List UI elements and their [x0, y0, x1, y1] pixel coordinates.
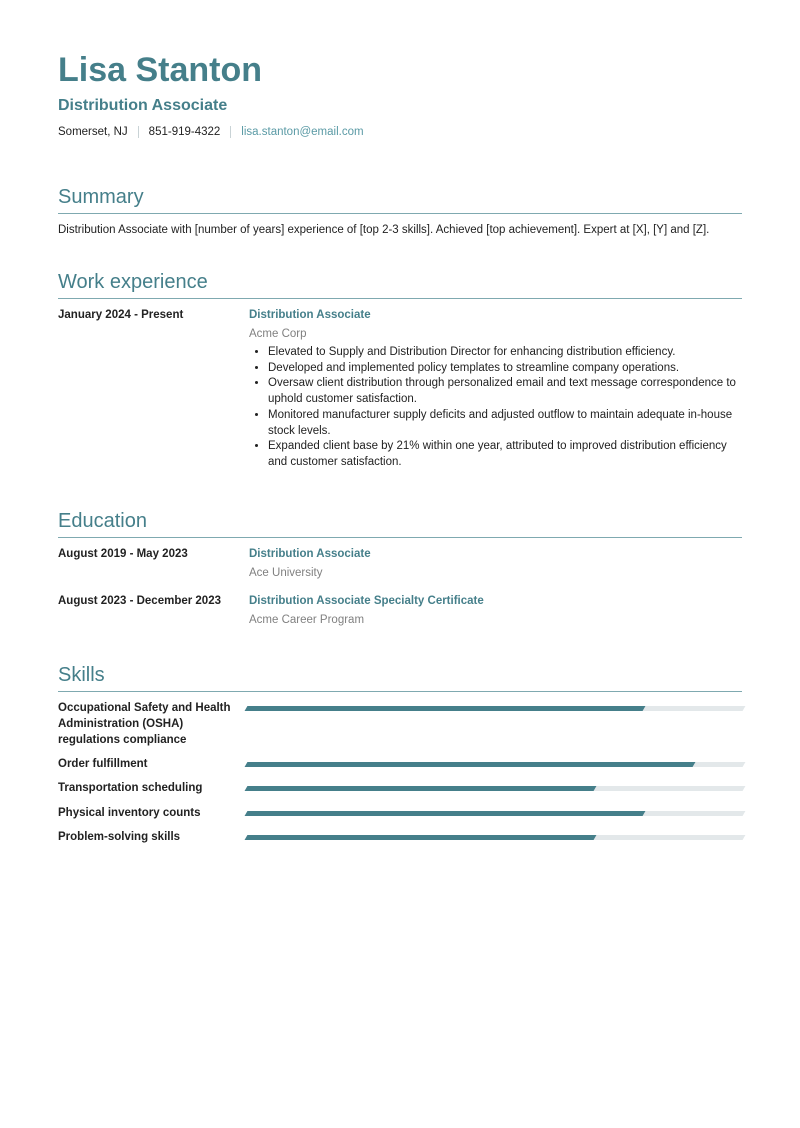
skill-label: Occupational Safety and Health Administration (OSHA) regulations compliance: [58, 702, 231, 746]
skill-level-fill: [245, 835, 596, 840]
bullet-item: • Developed and implemented policy templates to streamline company operations.: [268, 361, 742, 377]
bullet-item: • Elevated to Supply and Distribution Director for enhancing distribution efficiency.: [268, 345, 742, 361]
section-divider: [58, 298, 742, 299]
skill-level-bar: [245, 762, 746, 767]
education-entry-date: August 2023 - December 2023: [58, 595, 221, 607]
contact-line: [58, 124, 364, 140]
skill-level-fill: [245, 706, 646, 711]
section-divider: [58, 213, 742, 214]
skills-section-title: Skills: [58, 664, 105, 686]
skill-label: Order fulfillment: [58, 758, 148, 770]
summary-section-title: Summary: [58, 186, 144, 208]
education-section-title: Education: [58, 510, 147, 532]
skill-level-bar: [245, 811, 746, 816]
contact-phone: 851-919-4322: [148, 126, 221, 138]
bullet-item: • Monitored manufacturer supply deficits and adjusted outflow to maintain adequate in-house stock levels.: [268, 408, 742, 439]
skill-level-fill: [245, 811, 646, 816]
contact-location: Somerset, NJ: [58, 126, 128, 138]
skill-label: Physical inventory counts: [58, 807, 201, 819]
work-entry-role: Distribution Associate: [249, 309, 371, 321]
skill-level-fill: [245, 786, 596, 791]
education-entry-school: Acme Career Program: [249, 614, 365, 626]
contact-separator: [138, 126, 139, 138]
skill-level-fill: [245, 762, 696, 767]
skill-label: Transportation scheduling: [58, 782, 203, 794]
education-entry-degree: Distribution Associate Specialty Certificate: [249, 595, 484, 607]
work-section-title: Work experience: [58, 271, 208, 293]
education-entry-date: August 2019 - May 2023: [58, 548, 188, 560]
bullet-item: • Expanded client base by 21% within one year, attributed to improved distribution efficiency and customer satisfaction.: [268, 439, 742, 470]
section-divider: [58, 691, 742, 692]
work-entry-bullets: [249, 345, 742, 471]
education-entry-degree: Distribution Associate: [249, 548, 371, 560]
contact-email-link[interactable]: lisa.stanton@email.com: [241, 126, 364, 138]
section-divider: [58, 537, 742, 538]
skill-level-bar: [245, 835, 746, 840]
skill-level-bar: [245, 706, 746, 711]
contact-separator: [230, 126, 231, 138]
work-entry-date: January 2024 - Present: [58, 309, 184, 321]
work-entry-company: Acme Corp: [249, 328, 307, 340]
candidate-headline: Distribution Associate: [58, 97, 228, 114]
skill-label: Problem-solving skills: [58, 831, 181, 843]
bullet-item: • Oversaw client distribution through personalized email and text message correspondence to uphold customer satisfaction.: [268, 376, 742, 407]
education-entry-school: Ace University: [249, 567, 323, 579]
skill-level-bar: [245, 786, 746, 791]
summary-text: Distribution Associate with [number of years] experience of [top 2-3 skills]. Achieved [top achievement]. Expert at [X], [Y] and [Z].: [58, 224, 710, 236]
candidate-name: Lisa Stanton: [58, 51, 263, 89]
